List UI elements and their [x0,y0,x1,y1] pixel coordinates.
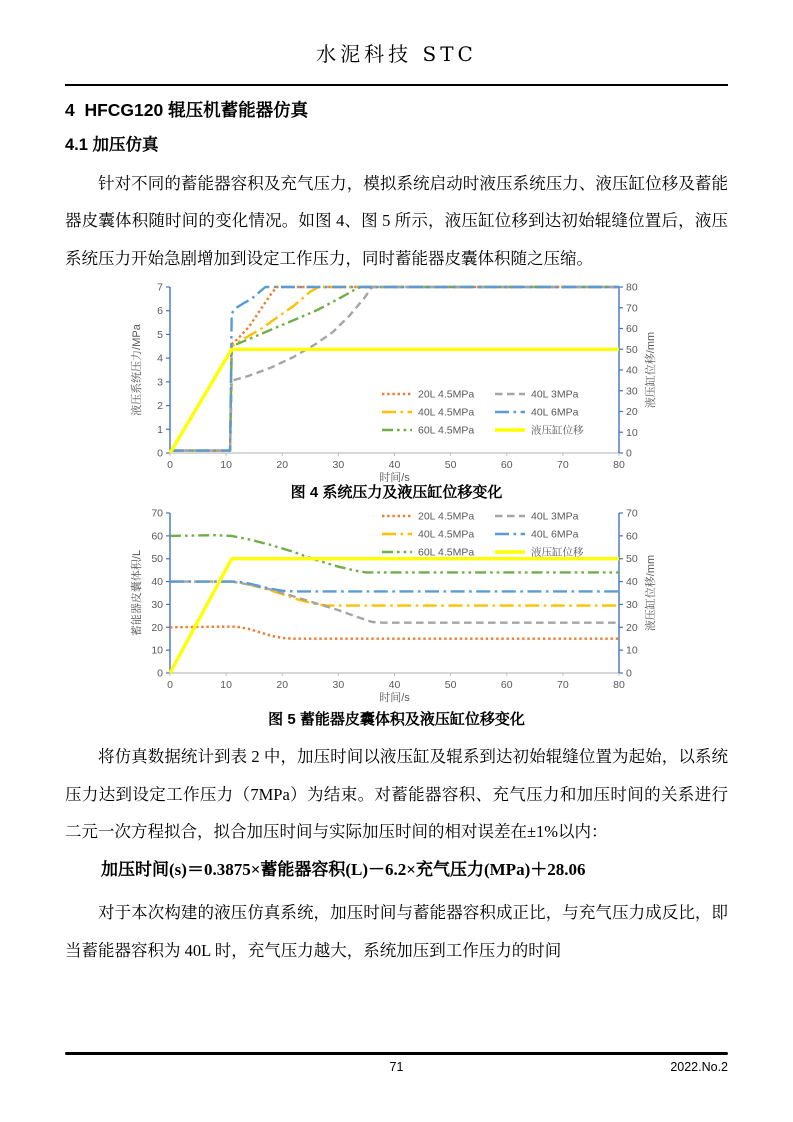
svg-text:30: 30 [151,599,163,612]
svg-text:20L 4.5MPa: 20L 4.5MPa [418,388,475,401]
svg-text:0: 0 [157,447,163,460]
svg-text:70: 70 [626,507,638,520]
paragraph-2: 将仿真数据统计到表 2 中，加压时间以液压缸及辊系到达初始辊缝位置为起始，以系统压力达到设定工作压力（7MPa）为结束。对蓄能器容积、充气压力和加压时间的关系进行二元一次方程拟合，拟合加压时间与实际加压时间的相对误差在±1%以内： [65,747,728,842]
svg-text:4: 4 [157,352,163,365]
svg-text:40L 3MPa: 40L 3MPa [531,510,579,523]
svg-text:40: 40 [151,576,163,589]
svg-text:70: 70 [557,459,569,472]
paragraph-1: 针对不同的蓄能器容积及充气压力，模拟系统启动时液压系统压力、液压缸位移及蓄能器皮囊体积随时间的变化情况。如图 4、图 5 所示，液压缸位移到达初始辊缝位置后，液压系统压力开始急剧增加到设定工作压力，同时蓄能器皮囊体积随之压缩。 [65,174,728,268]
svg-text:60: 60 [151,530,163,543]
svg-text:80: 80 [626,281,638,294]
svg-text:10: 10 [220,459,232,472]
svg-text:20: 20 [151,622,163,635]
journal-title: 水泥科技 STC [316,42,477,66]
svg-text:1: 1 [157,424,163,437]
page-number: 71 [389,1060,404,1074]
svg-text:50: 50 [444,459,457,472]
svg-text:10: 10 [220,679,232,692]
svg-text:40: 40 [626,364,638,377]
svg-text:液压系统压力/MPa: 液压系统压力/MPa [131,324,143,417]
section-heading: 4 HFCG120 辊压机蓄能器仿真 [65,100,309,120]
svg-text:40L 6MPa: 40L 6MPa [531,528,579,541]
svg-text:液压缸位移/mm: 液压缸位移/mm [645,555,657,632]
svg-text:7: 7 [157,281,163,294]
svg-text:80: 80 [613,459,625,472]
svg-text:液压缸位移: 液压缸位移 [531,424,584,437]
svg-text:50: 50 [626,553,638,566]
svg-text:0: 0 [626,667,632,680]
svg-text:0: 0 [157,667,163,680]
svg-text:蓄能器皮囊体积/L: 蓄能器皮囊体积/L [131,550,143,637]
svg-text:0: 0 [626,447,632,460]
figure-4 [130,277,728,504]
issue-label: 2022.No.2 [670,1060,728,1074]
svg-text:20: 20 [626,622,638,635]
svg-text:70: 70 [626,302,638,315]
svg-text:3: 3 [157,376,163,389]
paragraph-3: 对于本次构建的液压仿真系统，加压时间与蓄能器容积成正比，与充气压力成反比，即当蓄能器容积为 40L 时，充气压力越大，系统加压到工作压力的时间 [65,903,728,960]
svg-text:液压缸位移: 液压缸位移 [531,546,584,559]
svg-text:40L 3MPa: 40L 3MPa [531,388,579,401]
figure5-chart [130,504,690,709]
svg-text:50: 50 [444,679,457,692]
svg-text:60L 4.5MPa: 60L 4.5MPa [418,424,475,437]
figure5-caption: 图 5 蓄能器皮囊体积及液压缸位移变化 [268,711,525,729]
svg-text:20: 20 [626,406,638,419]
svg-text:70: 70 [557,679,569,692]
svg-text:30: 30 [332,459,345,472]
svg-text:40: 40 [388,679,401,692]
svg-text:40: 40 [388,459,401,472]
figure4-caption: 图 4 系统压力及液压缸位移变化 [290,484,503,502]
svg-text:40L 6MPa: 40L 6MPa [531,406,579,419]
svg-text:70: 70 [151,507,163,520]
svg-text:40: 40 [626,576,638,589]
svg-text:40L 4.5MPa: 40L 4.5MPa [418,406,475,419]
svg-text:60: 60 [626,530,638,543]
svg-text:10: 10 [151,644,163,657]
footer-rule [65,1052,728,1055]
svg-text:20: 20 [276,679,289,692]
svg-text:5: 5 [157,329,163,342]
svg-text:50: 50 [626,343,638,356]
fit-equation: 加压时间(s)＝0.3875×蓄能器容积(L)－6.2×充气压力(MPa)＋28.06 [101,860,586,880]
figure4-chart [130,277,690,482]
svg-text:30: 30 [626,599,638,612]
svg-text:30: 30 [626,385,638,398]
header-rule [65,84,728,86]
svg-text:2: 2 [157,400,163,413]
svg-text:时间/s: 时间/s [379,692,410,705]
svg-text:20: 20 [276,459,289,472]
svg-text:40L 4.5MPa: 40L 4.5MPa [418,528,475,541]
svg-text:60: 60 [626,323,638,336]
figure-5 [130,504,728,731]
svg-text:0: 0 [167,679,173,692]
svg-text:6: 6 [157,305,163,318]
subsection-heading: 4.1 加压仿真 [65,136,159,154]
svg-text:0: 0 [167,459,173,472]
svg-text:时间/s: 时间/s [379,472,410,483]
svg-text:10: 10 [626,644,638,657]
svg-text:20L 4.5MPa: 20L 4.5MPa [418,510,475,523]
svg-text:50: 50 [151,553,163,566]
svg-text:60: 60 [500,679,513,692]
svg-text:10: 10 [626,426,638,439]
svg-text:80: 80 [613,679,625,692]
svg-text:30: 30 [332,679,345,692]
svg-text:60L 4.5MPa: 60L 4.5MPa [418,546,475,559]
svg-text:液压缸位移/mm: 液压缸位移/mm [645,332,657,409]
page-footer [65,1052,728,1078]
svg-text:60: 60 [500,459,513,472]
